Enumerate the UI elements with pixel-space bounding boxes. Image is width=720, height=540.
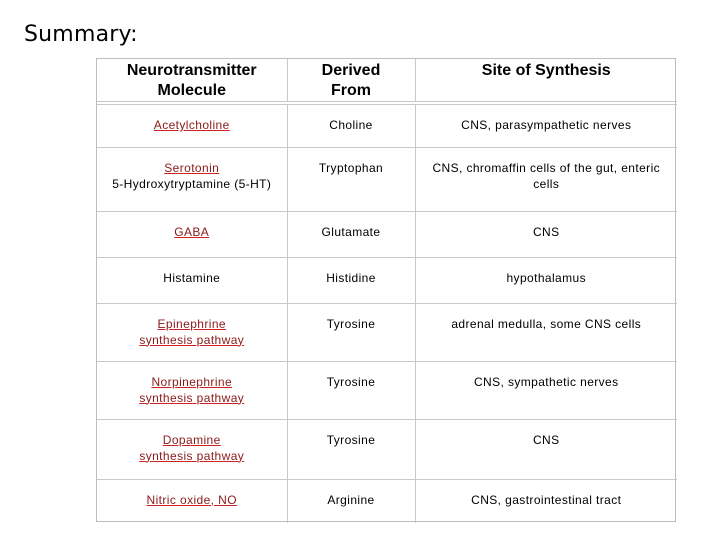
nitric-oxide-link[interactable]: Nitric oxide, NO xyxy=(146,492,237,507)
dopamine-pathway-link[interactable]: synthesis pathway xyxy=(139,448,245,463)
table-row xyxy=(97,419,677,479)
derived-cell: Glutamate xyxy=(287,211,415,257)
derived-cell: Histidine xyxy=(287,257,415,303)
table-row xyxy=(97,361,677,419)
header-derived-from xyxy=(287,59,415,103)
derived-cell: Tyrosine xyxy=(287,361,415,419)
derived-cell: Tyrosine xyxy=(287,419,415,479)
norpinephrine-link[interactable]: Norpinephrine xyxy=(151,374,233,389)
header-derived-line1: Derived xyxy=(321,62,381,79)
serotonin-alt-name: 5-Hydroxytryptamine (5-HT) xyxy=(112,176,272,191)
derived-cell: Tryptophan xyxy=(287,147,415,211)
molecule-cell xyxy=(97,211,287,257)
histamine-text: Histamine xyxy=(163,270,221,285)
molecule-cell xyxy=(97,361,287,419)
molecule-cell xyxy=(97,303,287,361)
site-cell: hypothalamus xyxy=(415,257,677,303)
header-molecule-line2: Molecule xyxy=(157,82,226,99)
gaba-link[interactable]: GABA xyxy=(174,224,210,239)
table-row xyxy=(97,147,677,211)
header-molecule xyxy=(97,59,287,103)
table-row xyxy=(97,479,677,523)
derived-cell: Tyrosine xyxy=(287,303,415,361)
site-cell: adrenal medulla, some CNS cells xyxy=(415,303,677,361)
summary-table xyxy=(97,59,677,523)
molecule-cell xyxy=(97,147,287,211)
neurotransmitter-table xyxy=(96,58,676,522)
site-cell: CNS, parasympathetic nerves xyxy=(415,103,677,147)
derived-cell: Choline xyxy=(287,103,415,147)
table-header-row xyxy=(97,59,677,103)
site-line1: CNS, chromaffin cells of the gut, enteric xyxy=(432,160,661,175)
header-site-text: Site of Synthesis xyxy=(481,62,611,79)
header-derived-line2: From xyxy=(331,82,371,99)
molecule-cell xyxy=(97,103,287,147)
norpinephrine-pathway-link[interactable]: synthesis pathway xyxy=(139,390,245,405)
table-row xyxy=(97,257,677,303)
slide-title: Summary: xyxy=(24,22,138,47)
table-row xyxy=(97,103,677,147)
molecule-cell xyxy=(97,257,287,303)
molecule-cell xyxy=(97,479,287,523)
epinephrine-pathway-link[interactable]: synthesis pathway xyxy=(139,332,245,347)
header-site-of-synthesis xyxy=(415,59,677,103)
table-row xyxy=(97,303,677,361)
molecule-cell xyxy=(97,419,287,479)
site-line2: cells xyxy=(533,176,560,191)
site-cell xyxy=(415,147,677,211)
acetylcholine-link[interactable]: Acetylcholine xyxy=(153,118,230,132)
serotonin-link[interactable]: Serotonin xyxy=(164,160,220,175)
table-row xyxy=(97,211,677,257)
derived-cell: Arginine xyxy=(287,479,415,523)
site-cell: CNS xyxy=(415,419,677,479)
epinephrine-link[interactable]: Epinephrine xyxy=(157,316,226,331)
site-cell: CNS xyxy=(415,211,677,257)
header-molecule-line1: Neurotransmitter xyxy=(126,62,257,79)
dopamine-link[interactable]: Dopamine xyxy=(162,432,221,447)
site-cell: CNS, gastrointestinal tract xyxy=(415,479,677,523)
site-cell: CNS, sympathetic nerves xyxy=(415,361,677,419)
